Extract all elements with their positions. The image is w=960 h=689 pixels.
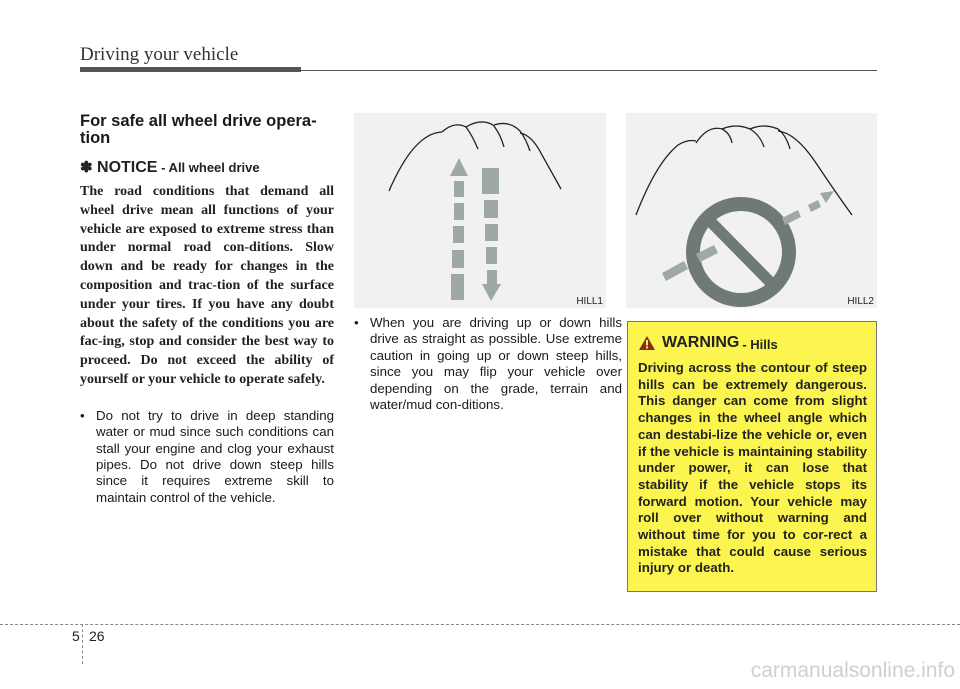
notice-body: The road conditions that demand all wheel drive mean all functions of your vehicle are exposed to extreme stress than under normal road con-ditions. Slow down and be ready for changes in the composition and trac-tion of the surface under your tires. If you have any doubt about the safety of the conditions you are fac-ing, stop and consider the best way to proceed. Do not exceed the ability of yourself or your vehicle to operate safely.: [80, 184, 334, 387]
left-column: [80, 113, 334, 506]
bullet-dot-icon: •: [80, 407, 85, 423]
notice-mark-icon: ✽: [80, 159, 93, 176]
figure-hill1: [354, 113, 606, 308]
figure-label: HILL1: [576, 296, 603, 307]
figure-hill2: [626, 113, 877, 308]
hill-straight-illustration: [354, 113, 606, 308]
bullet-dot-icon: •: [354, 315, 359, 330]
down-arrow-straight: [482, 168, 501, 301]
bullet-deep-water: [80, 408, 334, 506]
footer-rule: [0, 624, 960, 625]
notice-subtitle: - All wheel drive: [157, 160, 260, 175]
hill-across-prohibited-illustration: [626, 113, 877, 308]
bullet-text: When you are driving up or down hills drive as straight as possible. Use extreme caution in going up or down steep hills, since you may flip your vehicle over depending on the grade, terrain and water/mud con-ditions.: [370, 315, 622, 413]
warning-box: [627, 321, 877, 592]
header-rule-thick: [80, 67, 301, 72]
page-header-title: Driving your vehicle: [80, 44, 239, 65]
section-heading: For safe all wheel drive opera-tion: [80, 112, 317, 147]
warning-body: Driving across the contour of steep hills can be extremely dangerous. This danger can come from slight changes in the wheel angle which can destabi-lize the vehicle or, even if the vehicle is maintaining stability under power, it can lose that stability if the vehicle stops its forward motion. Your vehicle may roll over without warning and without time for you to cor-rect a mistake that could cause serious injury or death.: [638, 360, 867, 576]
bullet-drive-straight: [354, 315, 622, 413]
up-arrow-straight: [450, 158, 468, 300]
page-number: 26: [89, 628, 105, 644]
header-rule-thin: [301, 70, 877, 71]
notice-title: NOTICE: [97, 159, 158, 176]
bullet-text: Do not try to drive in deep standing water or mud since such conditions can stall your engine and clog your exhaust pipes. Do not drive down steep hills since it requires extreme skill to maintain control of the vehicle.: [96, 407, 334, 505]
hill-contour-lines: [389, 122, 561, 191]
page-section-number: 5: [72, 628, 80, 644]
warning-triangle-icon: [638, 335, 656, 351]
notice-heading: [80, 160, 334, 176]
warning-title: WARNING: [662, 334, 740, 351]
warning-heading: [638, 332, 867, 354]
figure-label: HILL2: [847, 296, 874, 307]
footer-divider: [82, 624, 83, 664]
warning-subtitle: - Hills: [742, 336, 778, 352]
watermark: carmanualsonline.info: [750, 659, 955, 682]
